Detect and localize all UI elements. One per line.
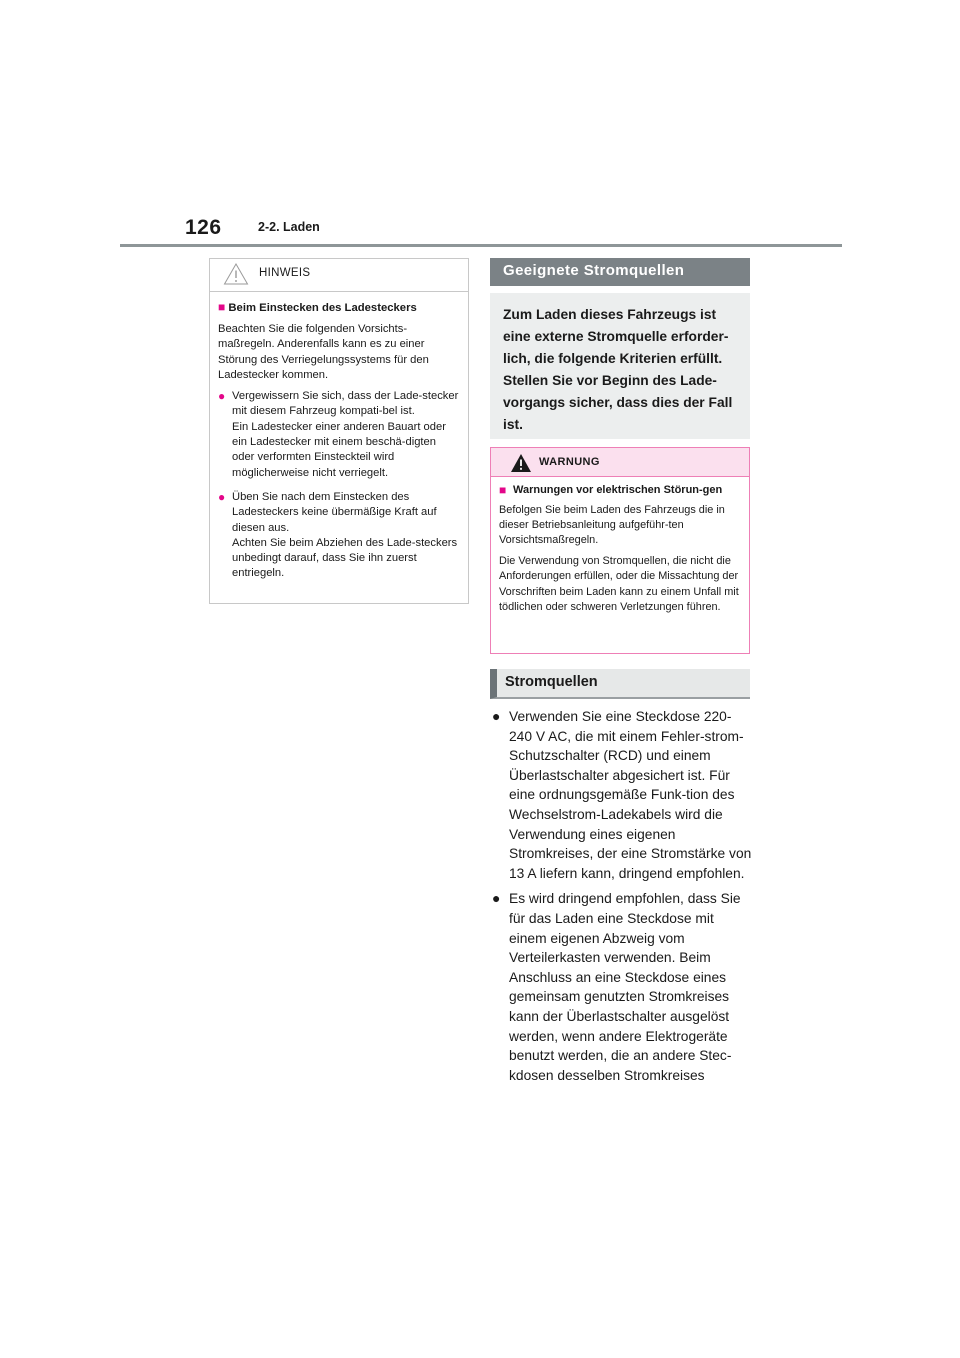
- warning-triangle-icon: [510, 453, 532, 473]
- notice-text: Beachten Sie die folgenden Vorsichts-maßregeln. Anderenfalls kann es zu einer Störung des Verriegelungssystems für den Ladestecker kommen.: [218, 323, 429, 381]
- square-bullet-icon: ■: [499, 483, 507, 497]
- header-divider: [120, 244, 842, 247]
- notice-item-text: Achten Sie beim Abziehen des Lade-steckers unbedingt darauf, dass Sie ihn zuerst entriegeln.: [232, 536, 458, 580]
- list-item: [492, 889, 754, 1085]
- circle-bullet-icon: ●: [218, 389, 226, 404]
- bullet-icon: ●: [492, 708, 501, 724]
- warning-text: Befolgen Sie beim Laden des Fahrzeugs die in dieser Betriebsanleitung aufgeführ-ten Vorsichtsmaßregeln.: [499, 503, 725, 547]
- section-title: 2-2. Laden: [258, 220, 320, 234]
- notice-title: HINWEIS: [259, 267, 311, 279]
- bullet-icon: ●: [492, 890, 501, 907]
- section-heading-power-sources: Stromquellen: [490, 669, 750, 699]
- square-bullet-icon: ■: [218, 300, 226, 314]
- warning-title: WARNUNG: [539, 456, 600, 468]
- notice-item-text: Ein Ladestecker einer anderen Bauart oder ein Ladestecker mit einem beschä-digten oder verformten Einsteckteil wird möglicherweise nicht verriegelt.: [232, 420, 446, 479]
- power-source-list: [492, 707, 754, 1091]
- warning-header: [491, 448, 749, 477]
- list-item-text: Es wird dringend empfohlen, dass Sie für das Laden eine Steckdose mit einem eigenen Abzweig vom Verteilerkasten verwenden. Beim Anschluss an eine Steckdose eines gemeinsam genutzten Stromkreises kann der Überlastschalter ausgelöst werden, wenn andere Elektrogeräte benutzt werden, die an andere Stec-kdosen desselben Stromkreises: [509, 891, 741, 1083]
- warning-heading-text: Warnungen vor elektrischen Störun-gen: [513, 484, 723, 496]
- notice-item: [218, 389, 460, 481]
- list-item: [492, 707, 754, 883]
- notice-heading: [218, 300, 460, 316]
- notice-box: [209, 258, 469, 604]
- notice-item-text: Üben Sie nach dem Einstecken des Ladesteckers keine übermäßige Kraft auf diesen aus.: [232, 490, 437, 534]
- intro-box: Zum Laden dieses Fahrzeugs ist eine externe Stromquelle erforder-lich, die folgende Kriterien erfüllt. Stellen Sie vor Beginn des Lade-vorgangs sicher, dass dies der Fall ist.: [490, 293, 750, 439]
- notice-item-text: Vergewissern Sie sich, dass der Lade-stecker mit diesem Fahrzeug kompati-bel ist.: [232, 390, 459, 418]
- notice-heading-text: Beim Einstecken des Ladesteckers: [228, 302, 417, 314]
- circle-bullet-icon: ●: [218, 489, 226, 504]
- section-heading-suitable-sources: Geeignete Stromquellen: [490, 258, 750, 286]
- caution-triangle-icon: [223, 262, 249, 286]
- page-number: 126: [185, 216, 222, 239]
- list-item-text: Verwenden Sie eine Steckdose 220-240 V AC, die mit einem Fehler-strom-Schutzschalter (RCD) und einem Überlastschalter abgesichert ist. Für eine ordnungsgemäße Funk-tion des Wechselstrom-Ladekabels wird die Verwendung eines eigenen Stromkreises, der eine Stromstärke von 13 A liefern kann, dringend empfohlen.: [509, 709, 752, 881]
- notice-item: [218, 490, 460, 582]
- warning-heading: [499, 484, 741, 498]
- warning-box: [490, 447, 750, 654]
- warning-text: Die Verwendung von Stromquellen, die nicht die Anforderungen erfüllen, oder die Missachtung der Vorschriften beim Laden kann zu einem Unfall mit tödlichen oder schweren Verletzungen führen.: [499, 554, 739, 614]
- notice-header: [210, 259, 468, 292]
